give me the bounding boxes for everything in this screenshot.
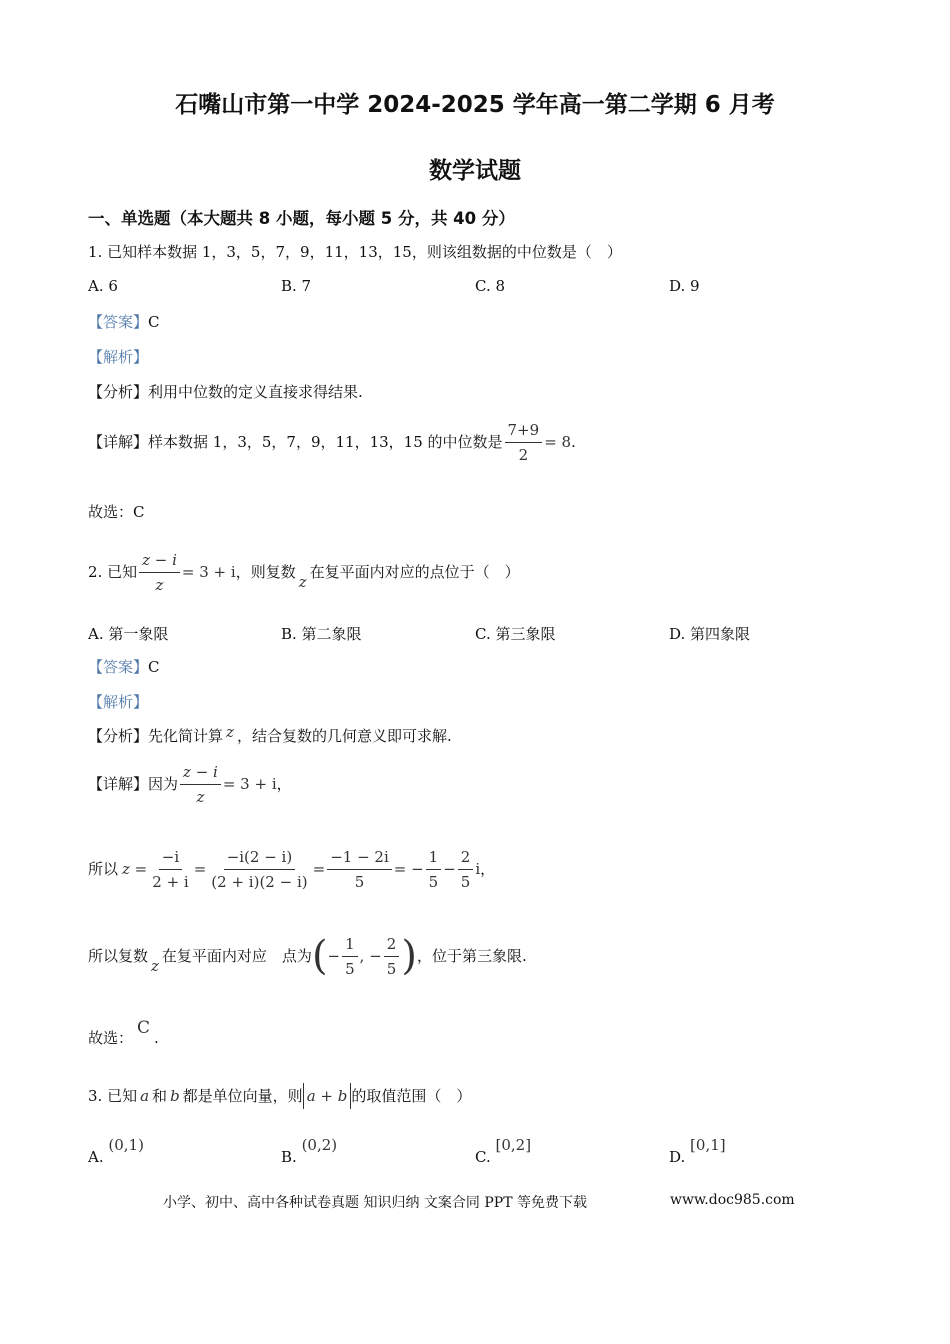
q2-so-prefix: 所以 xyxy=(88,860,119,878)
choose-label: 故选： xyxy=(88,1029,134,1047)
q2-f3 xyxy=(327,847,392,892)
q3-stem-suffix: 的取值范围（ ） xyxy=(351,1087,472,1105)
q2-f4 xyxy=(426,847,442,892)
q3-option-c-value: [0,2] xyxy=(495,1136,532,1154)
q2-detail-fraction xyxy=(180,762,221,807)
q2-minus2: − xyxy=(443,860,456,878)
q3-stem-prefix: 3. 已知 xyxy=(88,1087,138,1105)
q2-eq-den: z xyxy=(155,575,164,594)
q2-option-d: D. 第四象限 xyxy=(669,625,751,643)
q2-pf2 xyxy=(384,934,400,979)
q2-option-a: A. 第一象限 xyxy=(88,625,169,643)
q2-point: 所以复数 z 在复平面内对应 点为 ( − $\frac{1}{5}$ , − $\frac{2}{5}$ ) ，位于第三象限. xyxy=(88,933,527,979)
q2-f4-den: 5 xyxy=(428,872,439,891)
q2-point-prefix: 所以复数 xyxy=(88,947,149,965)
q3-a: a xyxy=(140,1087,150,1105)
q3-b: b xyxy=(170,1087,180,1105)
q1-option-b: B. 7 xyxy=(281,277,312,295)
q2-i-end: i xyxy=(475,860,481,878)
q2-calc: 所以 z = $\frac{-i}{2 + i}$ = $\frac{-i(2 - i)}{(2 + i)(2 - i)}$ = $\frac{-1 - 2i}{5}$ = − $\frac{1}{5}$ − $\frac{2}{5}$ i ， xyxy=(88,847,496,891)
answer-label: 【答案】 xyxy=(88,313,149,331)
q1-fraction xyxy=(505,420,543,465)
q2-pf2-num: 2 xyxy=(384,934,400,957)
q3-option-d xyxy=(669,1136,726,1166)
q1-detail-text: 样本数据 1，3，5，7，9，11，13，15 的中位数是 xyxy=(148,433,503,451)
q1-option-c: C. 8 xyxy=(475,277,506,295)
q3-abs-expr: a + b xyxy=(303,1083,352,1109)
page-subtitle: 数学试题 xyxy=(429,158,521,184)
q2-fenxi-suffix: ，结合复数的几何意义即可求解. xyxy=(236,727,452,745)
q2-eq-num: z − i xyxy=(139,550,180,573)
q1-frac-den: 2 xyxy=(518,445,529,464)
q2-choose xyxy=(88,1018,159,1048)
q2-f1-den: 2 + i xyxy=(152,872,189,891)
q2-option-c: C. 第三象限 xyxy=(475,625,556,643)
q2-f3-num: −1 − 2i xyxy=(327,847,392,870)
q2-f4-num: 1 xyxy=(426,847,442,870)
q1-stem: 1. 已知样本数据 1，3，5，7，9，11，13，15，则该组数据的中位数是（ ） xyxy=(88,243,622,261)
q3-option-c xyxy=(475,1136,532,1166)
q1-detail xyxy=(88,416,576,468)
q2-f1 xyxy=(149,847,191,892)
q2-choose-end: . xyxy=(154,1029,159,1047)
q2-fenxi-z: z xyxy=(226,723,234,741)
q2-detail-den: z xyxy=(196,787,205,806)
q3-stem xyxy=(88,1080,471,1112)
q2-point-suffix: ，位于第三象限. xyxy=(416,947,527,965)
detail-label: 【详解】 xyxy=(88,433,149,451)
q3-option-b-value: (0,2) xyxy=(301,1136,338,1154)
q2-f1-num: −i xyxy=(159,847,182,870)
q2-detail-suffix: ， xyxy=(276,775,292,793)
q2-fenxi xyxy=(88,723,452,746)
q2-choose-value: C xyxy=(137,1018,151,1038)
q2-calc-lhs: z = xyxy=(122,860,148,878)
section-heading: 一、单选题（本大题共 8 小题，每小题 5 分，共 40 分） xyxy=(88,209,515,228)
detail-label: 【详解】 xyxy=(88,775,149,793)
q3-option-b-letter: B. xyxy=(281,1148,297,1166)
q2-fenxi-prefix: 先化简计算 xyxy=(148,727,224,745)
q2-stem-suffix: 在复平面内对应的点位于（ ） xyxy=(309,563,520,581)
q2-detail-num: z − i xyxy=(180,762,221,785)
q1-answer-value: C xyxy=(148,313,160,331)
q2-analysis-label: 【解析】 xyxy=(88,693,149,711)
q2-f5-num: 2 xyxy=(458,847,474,870)
q2-pf1-den: 5 xyxy=(345,959,355,978)
q3-option-a xyxy=(88,1136,144,1166)
q1-choose-value: C xyxy=(133,503,145,521)
q2-stem xyxy=(88,546,520,598)
q2-pf1-num: 1 xyxy=(342,934,358,957)
q1-analysis-label: 【解析】 xyxy=(88,348,149,366)
q2-point-z: z xyxy=(151,957,159,975)
fenxi-label: 【分析】 xyxy=(88,383,149,401)
q1-option-a: A. 6 xyxy=(88,277,118,295)
q3-option-a-value: (0,1) xyxy=(108,1136,144,1154)
q2-point-mid: 在复平面内对应 点为 xyxy=(161,947,312,965)
q2-f2 xyxy=(208,847,310,892)
q2-eq-fraction xyxy=(139,550,180,595)
q1-frac-num: 7+9 xyxy=(505,420,543,443)
footer-text: 小学、初中、高中各种试卷真题 知识归纳 文案合同 PPT 等免费下载 xyxy=(163,1195,587,1211)
q1-fenxi-text: 利用中位数的定义直接求得结果. xyxy=(148,383,363,401)
q2-option-b: B. 第二象限 xyxy=(281,625,362,643)
q3-option-c-letter: C. xyxy=(475,1148,491,1166)
q3-option-b xyxy=(281,1136,338,1166)
q1-option-d: D. 9 xyxy=(669,277,700,295)
q3-option-d-letter: D. xyxy=(669,1148,686,1166)
q2-f5-den: 5 xyxy=(460,872,471,891)
q2-detail-rhs: = 3 + i xyxy=(222,775,277,793)
q2-f3-den: 5 xyxy=(354,872,365,891)
q1-choose xyxy=(88,502,145,522)
q2-detail xyxy=(88,758,292,810)
q1-frac-rhs: = 8 xyxy=(544,433,572,451)
answer-label: 【答案】 xyxy=(88,658,149,676)
q2-f5 xyxy=(458,847,474,892)
q2-pf2-den: 5 xyxy=(386,959,397,978)
q3-option-d-value: [0,1] xyxy=(690,1136,726,1154)
fenxi-label: 【分析】 xyxy=(88,727,149,745)
q2-z: z xyxy=(298,573,307,591)
q2-f2-den: (2 + i)(2 − i) xyxy=(211,872,308,891)
q2-f2-num: −i(2 − i) xyxy=(224,847,296,870)
q1-detail-end: . xyxy=(571,433,576,451)
q2-pf1 xyxy=(342,934,358,979)
footer-link[interactable]: www.doc985.com xyxy=(670,1192,795,1208)
q2-stem-prefix: 2. 已知 xyxy=(88,563,138,581)
q2-stem-mid: ，则复数 xyxy=(235,563,296,581)
q2-detail-prefix: 因为 xyxy=(148,775,179,793)
q2-answer xyxy=(88,657,160,677)
page-title: 石嘴山市第一中学 2024-2025 学年高一第二学期 6 月考 xyxy=(175,92,775,118)
q3-option-a-letter: A. xyxy=(88,1148,104,1166)
q2-minus1: = − xyxy=(393,860,424,878)
q2-eq-rhs: = 3 + i xyxy=(181,563,236,581)
choose-label: 故选： xyxy=(88,503,134,521)
q2-calc-end: ， xyxy=(480,860,496,878)
q2-answer-value: C xyxy=(148,658,160,676)
q3-stem-mid: 都是单位向量，则 xyxy=(182,1087,303,1105)
q3-and: 和 xyxy=(152,1087,168,1105)
q1-fenxi xyxy=(88,382,363,402)
q1-answer xyxy=(88,312,160,332)
